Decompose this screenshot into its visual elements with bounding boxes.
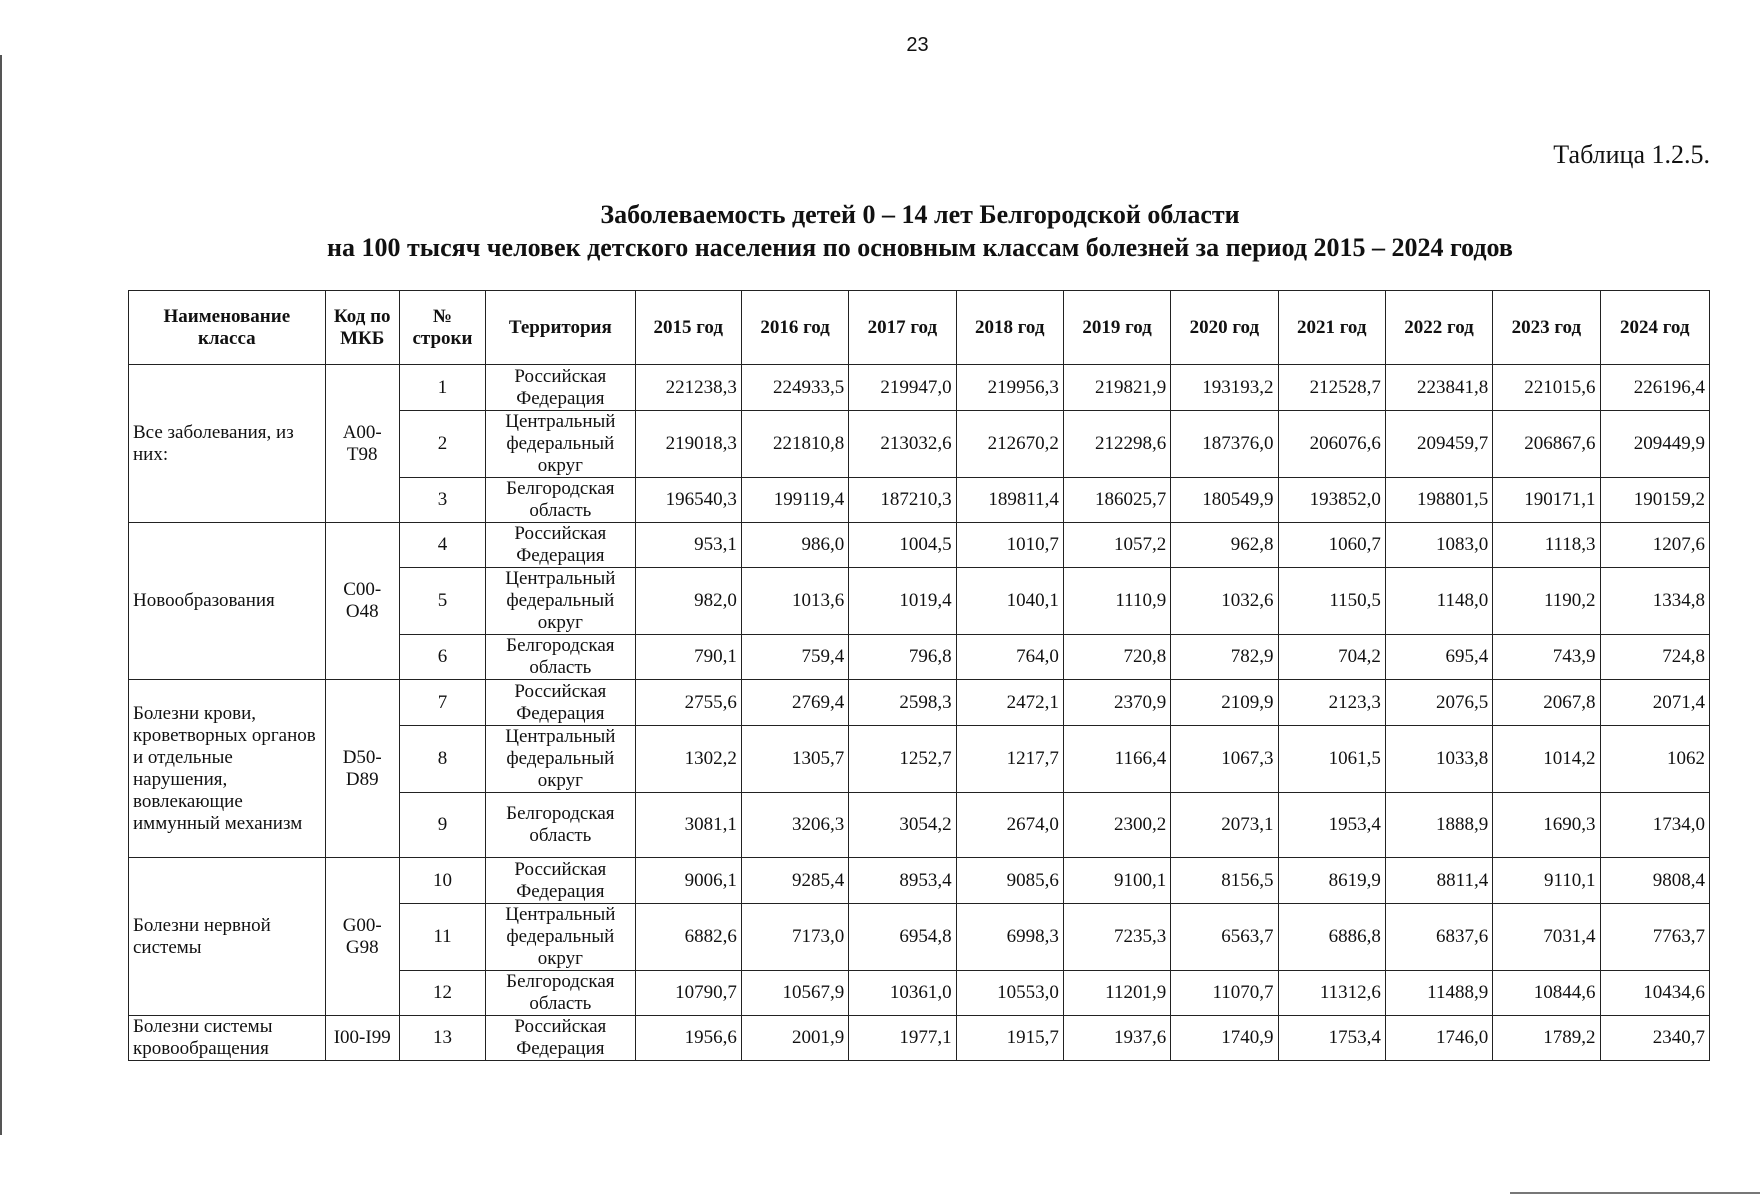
value-cell: 743,9: [1493, 635, 1600, 680]
value-cell: 6837,6: [1385, 904, 1492, 971]
value-cell: 1190,2: [1493, 568, 1600, 635]
table-row: [129, 365, 1710, 411]
disease-class-cell: Болезни крови, кроветворных органов и отдельные нарушения, вовлекающие иммунный механизм: [129, 680, 326, 858]
header-year: 2019 год: [1063, 291, 1170, 365]
territory-cell: Белгородская область: [486, 971, 635, 1016]
value-cell: 7763,7: [1600, 904, 1709, 971]
value-cell: 1013,6: [741, 568, 848, 635]
value-cell: 2340,7: [1600, 1016, 1709, 1061]
value-cell: 189811,4: [956, 478, 1063, 523]
value-cell: 1083,0: [1385, 523, 1492, 568]
value-cell: 1067,3: [1171, 726, 1278, 793]
value-cell: 7235,3: [1063, 904, 1170, 971]
territory-cell: Белгородская область: [486, 635, 635, 680]
value-cell: 1956,6: [635, 1016, 741, 1061]
value-cell: 187210,3: [849, 478, 956, 523]
icd-code-cell: А00-Т98: [325, 365, 399, 523]
value-cell: 2076,5: [1385, 680, 1492, 726]
value-cell: 3206,3: [741, 793, 848, 858]
title-line-1: Заболеваемость детей 0 – 14 лет Белгородской области: [600, 200, 1240, 229]
row-number-cell: 5: [399, 568, 485, 635]
header-year: 2016 год: [741, 291, 848, 365]
value-cell: 224933,5: [741, 365, 848, 411]
value-cell: 209459,7: [1385, 411, 1492, 478]
icd-code-cell: I00-I99: [325, 1016, 399, 1061]
value-cell: 3054,2: [849, 793, 956, 858]
value-cell: 212670,2: [956, 411, 1063, 478]
value-cell: 1148,0: [1385, 568, 1492, 635]
value-cell: 1118,3: [1493, 523, 1600, 568]
value-cell: 2001,9: [741, 1016, 848, 1061]
value-cell: 953,1: [635, 523, 741, 568]
territory-cell: Белгородская область: [486, 793, 635, 858]
value-cell: 1953,4: [1278, 793, 1385, 858]
row-number-cell: 7: [399, 680, 485, 726]
title-line-2: на 100 тысяч человек детского населения по основным классам болезней за период 2015 – 2024 годов: [327, 233, 1513, 262]
value-cell: 1033,8: [1385, 726, 1492, 793]
value-cell: 1110,9: [1063, 568, 1170, 635]
territory-cell: Российская Федерация: [486, 858, 635, 904]
value-cell: 6882,6: [635, 904, 741, 971]
value-cell: 1061,5: [1278, 726, 1385, 793]
value-cell: 1753,4: [1278, 1016, 1385, 1061]
value-cell: 2472,1: [956, 680, 1063, 726]
territory-cell: Центральный федеральный округ: [486, 568, 635, 635]
value-cell: 764,0: [956, 635, 1063, 680]
value-cell: 1977,1: [849, 1016, 956, 1061]
value-cell: 724,8: [1600, 635, 1709, 680]
table-row: [129, 858, 1710, 904]
value-cell: 9085,6: [956, 858, 1063, 904]
value-cell: 199119,4: [741, 478, 848, 523]
value-cell: 796,8: [849, 635, 956, 680]
value-cell: 9808,4: [1600, 858, 1709, 904]
value-cell: 8811,4: [1385, 858, 1492, 904]
value-cell: 1032,6: [1171, 568, 1278, 635]
row-number-cell: 13: [399, 1016, 485, 1061]
value-cell: 6998,3: [956, 904, 1063, 971]
icd-code-cell: С00-О48: [325, 523, 399, 680]
value-cell: 11201,9: [1063, 971, 1170, 1016]
value-cell: 9285,4: [741, 858, 848, 904]
value-cell: 213032,6: [849, 411, 956, 478]
value-cell: 190171,1: [1493, 478, 1600, 523]
disease-class-cell: Новообразования: [129, 523, 326, 680]
territory-cell: Российская Федерация: [486, 1016, 635, 1061]
value-cell: 221810,8: [741, 411, 848, 478]
value-cell: 186025,7: [1063, 478, 1170, 523]
value-cell: 1010,7: [956, 523, 1063, 568]
icd-code-cell: D50-D89: [325, 680, 399, 858]
value-cell: 2674,0: [956, 793, 1063, 858]
scan-bottom-edge: [1510, 1192, 1760, 1194]
value-cell: 2598,3: [849, 680, 956, 726]
value-cell: 759,4: [741, 635, 848, 680]
row-number-cell: 11: [399, 904, 485, 971]
value-cell: 1150,5: [1278, 568, 1385, 635]
value-cell: 2073,1: [1171, 793, 1278, 858]
value-cell: 1789,2: [1493, 1016, 1600, 1061]
value-cell: 7031,4: [1493, 904, 1600, 971]
value-cell: 2370,9: [1063, 680, 1170, 726]
value-cell: 1334,8: [1600, 568, 1709, 635]
table-row: [129, 1016, 1710, 1061]
value-cell: 782,9: [1171, 635, 1278, 680]
value-cell: 6563,7: [1171, 904, 1278, 971]
value-cell: 1740,9: [1171, 1016, 1278, 1061]
value-cell: 704,2: [1278, 635, 1385, 680]
value-cell: 720,8: [1063, 635, 1170, 680]
header-row-no: № строки: [399, 291, 485, 365]
value-cell: 6954,8: [849, 904, 956, 971]
value-cell: 1690,3: [1493, 793, 1600, 858]
row-number-cell: 6: [399, 635, 485, 680]
value-cell: 193193,2: [1171, 365, 1278, 411]
territory-cell: Российская Федерация: [486, 365, 635, 411]
value-cell: 226196,4: [1600, 365, 1709, 411]
header-territory: Территория: [486, 291, 635, 365]
value-cell: 219821,9: [1063, 365, 1170, 411]
value-cell: 1062: [1600, 726, 1709, 793]
header-row: [129, 291, 1710, 365]
value-cell: 206867,6: [1493, 411, 1600, 478]
row-number-cell: 9: [399, 793, 485, 858]
value-cell: 2769,4: [741, 680, 848, 726]
value-cell: 1746,0: [1385, 1016, 1492, 1061]
value-cell: 1019,4: [849, 568, 956, 635]
territory-cell: Белгородская область: [486, 478, 635, 523]
row-number-cell: 3: [399, 478, 485, 523]
row-number-cell: 2: [399, 411, 485, 478]
page-number: 23: [906, 34, 929, 56]
value-cell: 206076,6: [1278, 411, 1385, 478]
value-cell: 198801,5: [1385, 478, 1492, 523]
table-body: [129, 365, 1710, 1061]
value-cell: 2755,6: [635, 680, 741, 726]
value-cell: 2123,3: [1278, 680, 1385, 726]
value-cell: 212528,7: [1278, 365, 1385, 411]
value-cell: 695,4: [1385, 635, 1492, 680]
header-year: 2015 год: [635, 291, 741, 365]
territory-cell: Российская Федерация: [486, 523, 635, 568]
value-cell: 10844,6: [1493, 971, 1600, 1016]
scan-left-edge: [0, 55, 2, 1135]
value-cell: 11070,7: [1171, 971, 1278, 1016]
value-cell: 11488,9: [1385, 971, 1492, 1016]
value-cell: 1057,2: [1063, 523, 1170, 568]
value-cell: 1915,7: [956, 1016, 1063, 1061]
value-cell: 190159,2: [1600, 478, 1709, 523]
value-cell: 9110,1: [1493, 858, 1600, 904]
value-cell: 1040,1: [956, 568, 1063, 635]
value-cell: 790,1: [635, 635, 741, 680]
value-cell: 10553,0: [956, 971, 1063, 1016]
header-year: 2018 год: [956, 291, 1063, 365]
territory-cell: Центральный федеральный округ: [486, 904, 635, 971]
table-row: [129, 523, 1710, 568]
value-cell: 212298,6: [1063, 411, 1170, 478]
value-cell: 962,8: [1171, 523, 1278, 568]
row-number-cell: 10: [399, 858, 485, 904]
territory-cell: Центральный федеральный округ: [486, 726, 635, 793]
value-cell: 1888,9: [1385, 793, 1492, 858]
value-cell: 6886,8: [1278, 904, 1385, 971]
row-number-cell: 4: [399, 523, 485, 568]
header-year: 2020 год: [1171, 291, 1278, 365]
value-cell: 1217,7: [956, 726, 1063, 793]
value-cell: 2300,2: [1063, 793, 1170, 858]
value-cell: 2109,9: [1171, 680, 1278, 726]
value-cell: 2071,4: [1600, 680, 1709, 726]
morbidity-table: [128, 290, 1710, 1061]
value-cell: 180549,9: [1171, 478, 1278, 523]
value-cell: 187376,0: [1171, 411, 1278, 478]
value-cell: 1252,7: [849, 726, 956, 793]
value-cell: 223841,8: [1385, 365, 1492, 411]
disease-class-cell: Болезни нервной системы: [129, 858, 326, 1016]
value-cell: 1004,5: [849, 523, 956, 568]
value-cell: 8619,9: [1278, 858, 1385, 904]
value-cell: 196540,3: [635, 478, 741, 523]
value-cell: 9100,1: [1063, 858, 1170, 904]
value-cell: 986,0: [741, 523, 848, 568]
value-cell: 8953,4: [849, 858, 956, 904]
value-cell: 221238,3: [635, 365, 741, 411]
row-number-cell: 1: [399, 365, 485, 411]
value-cell: 1166,4: [1063, 726, 1170, 793]
table-row: [129, 680, 1710, 726]
value-cell: 2067,8: [1493, 680, 1600, 726]
row-number-cell: 12: [399, 971, 485, 1016]
table-title: [130, 198, 1710, 264]
value-cell: 1060,7: [1278, 523, 1385, 568]
value-cell: 219018,3: [635, 411, 741, 478]
value-cell: 10434,6: [1600, 971, 1709, 1016]
value-cell: 10790,7: [635, 971, 741, 1016]
header-year: 2022 год: [1385, 291, 1492, 365]
value-cell: 1937,6: [1063, 1016, 1170, 1061]
header-year: 2017 год: [849, 291, 956, 365]
row-number-cell: 8: [399, 726, 485, 793]
value-cell: 8156,5: [1171, 858, 1278, 904]
header-year: 2023 год: [1493, 291, 1600, 365]
value-cell: 193852,0: [1278, 478, 1385, 523]
value-cell: 219947,0: [849, 365, 956, 411]
header-code: Код по МКБ: [325, 291, 399, 365]
disease-class-cell: Болезни системы кровообращения: [129, 1016, 326, 1061]
header-class: Наименование класса: [129, 291, 326, 365]
value-cell: 3081,1: [635, 793, 741, 858]
value-cell: 209449,9: [1600, 411, 1709, 478]
value-cell: 982,0: [635, 568, 741, 635]
value-cell: 1305,7: [741, 726, 848, 793]
value-cell: 1207,6: [1600, 523, 1709, 568]
value-cell: 1734,0: [1600, 793, 1709, 858]
header-year: 2024 год: [1600, 291, 1709, 365]
value-cell: 9006,1: [635, 858, 741, 904]
value-cell: 10361,0: [849, 971, 956, 1016]
table-label: Таблица 1.2.5.: [1553, 140, 1710, 169]
territory-cell: Российская Федерация: [486, 680, 635, 726]
value-cell: 219956,3: [956, 365, 1063, 411]
header-year: 2021 год: [1278, 291, 1385, 365]
value-cell: 11312,6: [1278, 971, 1385, 1016]
value-cell: 10567,9: [741, 971, 848, 1016]
territory-cell: Центральный федеральный округ: [486, 411, 635, 478]
icd-code-cell: G00-G98: [325, 858, 399, 1016]
disease-class-cell: Все заболевания, из них:: [129, 365, 326, 523]
value-cell: 221015,6: [1493, 365, 1600, 411]
value-cell: 1302,2: [635, 726, 741, 793]
value-cell: 1014,2: [1493, 726, 1600, 793]
value-cell: 7173,0: [741, 904, 848, 971]
